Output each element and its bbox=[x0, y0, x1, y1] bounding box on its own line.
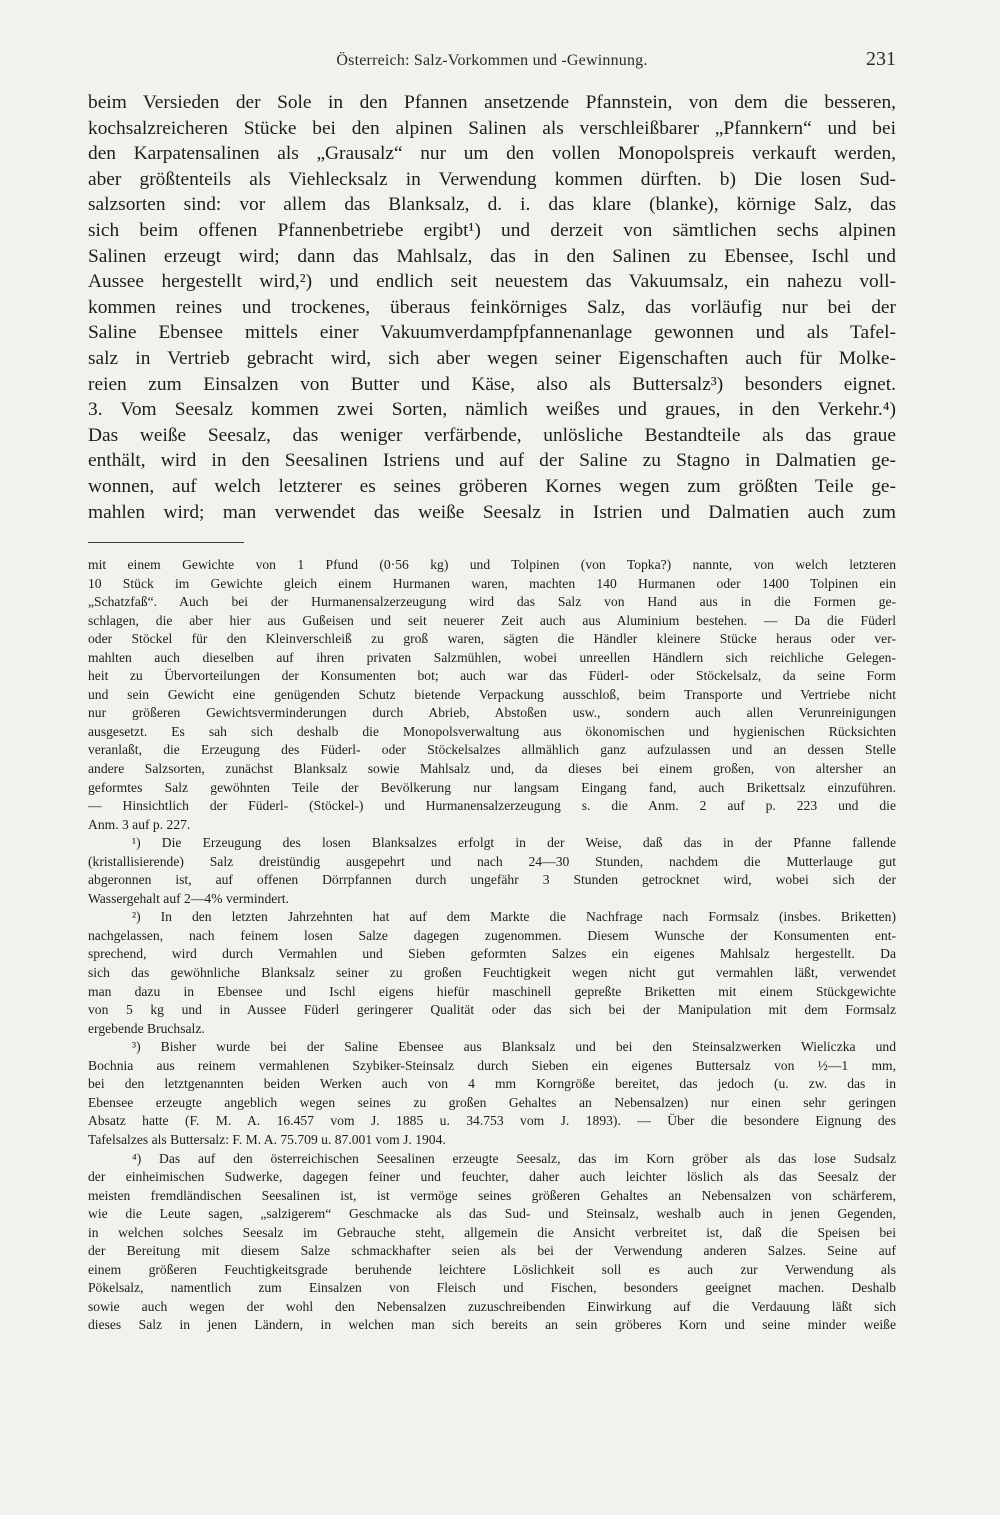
body-line: sich beim offenen Pfannenbetriebe ergibt¹) und derzeit von sämtlichen sechs alpinen bbox=[88, 219, 896, 241]
footnote-line: mahlten auch dieselben auf ihren privaten Salzmühlen, wobei unreellen Händlern sich reichliche Gelegen- bbox=[88, 649, 896, 665]
footnote-line: sprechend, wird durch Vermahlen und Sieben geformten Salzes ein eigenes Mahlsalz hergestellt. Da bbox=[88, 946, 896, 962]
footnote-line: einem größeren Feuchtigkeitsgrade beruhende leichtere Löslichkeit soll es auch zur Verwendung als bbox=[88, 1261, 896, 1277]
footnote-line: dieses Salz in jenen Ländern, in welchen man sich bereits an sein gröberes Korn und seine minder weiße bbox=[88, 1317, 896, 1333]
footnote-line: Anm. 3 auf p. 227. bbox=[88, 816, 191, 832]
body-line: reien zum Einsalzen von Butter und Käse, also als Buttersalz³) besonders eignet. bbox=[88, 373, 896, 395]
footnote-line: Tafelsalzes als Buttersalz: F. M. A. 75.709 u. 87.001 vom J. 1904. bbox=[88, 1131, 446, 1147]
footnote-line: ¹) Die Erzeugung des losen Blanksalzes erfolgt in der Weise, daß das in der Pfanne fallende bbox=[132, 835, 896, 851]
body-line: Aussee hergestellt wird,²) und endlich seit neuestem das Vakuumsalz, ein nahezu voll- bbox=[88, 271, 896, 293]
body-line: salz in Vertrieb gebracht wird, sich aber wegen seiner Eigenschaften auch für Molke- bbox=[88, 347, 896, 369]
footnote-line: bei den letztgenannten beiden Werken auch von 4 mm Korngröße bereitet, das jedoch (u. zw. das in bbox=[88, 1076, 896, 1092]
footnote-line: sowie auch wegen der wohl den Nebensalzen zuzuschreibenden Einwirkung auf die Verdauung läßt sich bbox=[88, 1298, 896, 1314]
footnote-line: meisten fremdländischen Seesalinen ist, ist vermöge seines größeren Gehaltes an Nebensalzen von schärferem, bbox=[88, 1187, 896, 1203]
footnote-line: Bochnia aus reinem vermahlenen Szybiker-Steinsalz durch Sieben ein eigenes Buttersalz von ½—1 mm, bbox=[88, 1057, 896, 1073]
footnotes bbox=[88, 556, 896, 1335]
page-number: 231 bbox=[866, 48, 896, 70]
running-title: Österreich: Salz-Vorkommen und -Gewinnung. bbox=[336, 52, 648, 69]
footnote-separator bbox=[88, 542, 244, 543]
body-line: wonnen, auf welch letzterer es seines gröberen Kornes wegen zum größten Teile ge- bbox=[88, 475, 896, 497]
footnote-line: mit einem Gewichte von 1 Pfund (0·56 kg) und Tolpinen (von Topka?) nannte, von welch letzteren bbox=[88, 557, 896, 572]
footnote-line: der Bereitung mit diesem Salze schmackhafter seien als bei der Verwendung anderen Salzes. Seine auf bbox=[88, 1243, 896, 1259]
footnote-line: 10 Stück im Gewichte gleich einem Hurmanen waren, machten 140 Hurmanen oder 1400 Tolpinen ein bbox=[88, 575, 896, 591]
footnote-line: in welchen solches Seesalz im Gebrauche steht, allgemein die Ansicht verbreitet ist, daß die Speisen bei bbox=[88, 1224, 896, 1240]
footnote-line: — Hinsichtlich der Füderl- (Stöckel-) und Hurmanensalzerzeugung s. die Anm. 2 auf p. 223 und die bbox=[88, 798, 896, 814]
footnote-line: Wassergehalt auf 2—4% vermindert. bbox=[88, 890, 289, 906]
running-head bbox=[88, 44, 896, 74]
footnote-line: veranlaßt, die Erzeugung des Füderl- oder Stöckelsalzes allmählich ganz aufzulassen und an dessen Stelle bbox=[88, 742, 896, 758]
footnote-line: heit zu Übervorteilungen der Konsumenten bot; auch war das Füderl- oder Stöckelsalz, da seine Form bbox=[88, 668, 896, 684]
body-line: Das weiße Seesalz, das weniger verfärbende, unlösliche Bestandteile als das graue bbox=[88, 424, 896, 446]
body-line: 3. Vom Seesalz kommen zwei Sorten, nämlich weißes und graues, in den Verkehr.⁴) bbox=[88, 399, 896, 421]
footnote-line: von 5 kg und in Aussee Füderl geringerer Qualität oder das sich bei der Manipulation mit dem Formsalz bbox=[88, 1002, 896, 1018]
body-line: den Karpatensalinen als „Grausalz“ nur um den vollen Monopolspreis verkauft werden, bbox=[88, 143, 896, 165]
footnote-line: ⁴) Das auf den österreichischen Seesalinen erzeugte Seesalz, das im Korn gröber als das lose Sudsalz bbox=[132, 1150, 896, 1166]
footnote-line: nur größeren Gewichtsverminderungen durch Abrieb, Abstoßen usw., sondern auch allen Verunreinigungen bbox=[88, 705, 896, 721]
footnote-line: abgeronnen ist, auf offenen Dörrpfannen durch ungefähr 3 Stunden getrocknet wird, wobei sich der bbox=[88, 872, 896, 888]
footnote-line: andere Salzsorten, zunächst Blanksalz sowie Mahlsalz und, da dieses bei einem großen, von altersher an bbox=[88, 761, 896, 777]
body-line: kochsalzreicheren Stücke bei den alpinen Salinen als verschleißbarer „Pfannkern“ und bei bbox=[88, 117, 896, 139]
footnote-line: ²) In den letzten Jahrzehnten hat auf dem Markte die Nachfrage nach Formsalz (insbes. Briketten) bbox=[132, 909, 896, 925]
footnote-line: (kristallisierende) Salz dreistündig ausgepehrt und nach 24—30 Stunden, nachdem die Mutterlauge gut bbox=[88, 853, 896, 869]
footnote-line: ausgesetzt. Es sah sich deshalb die Monopolsverwaltung aus ökonomischen und hygienischen Rücksichten bbox=[88, 723, 896, 739]
main-text bbox=[88, 90, 896, 525]
footnote-line: Pökelsalz, namentlich zum Einsalzen von Fleisch und Fischen, besonders geeignet machen. Deshalb bbox=[88, 1280, 896, 1296]
body-line: aber größtenteils als Viehlecksalz in Verwendung kommen dürften. b) Die losen Sud- bbox=[88, 168, 896, 190]
footnote-line: man dazu in Ebensee und Ischl eigens hiefür maschinell gepreßte Briketten mit einem Stückgewichte bbox=[88, 983, 896, 999]
body-line: Salinen erzeugt wird; dann das Mahlsalz, das in den Salinen zu Ebensee, Ischl und bbox=[88, 245, 896, 267]
footnote-line: „Schatzfaß“. Auch bei der Hurmanensalzerzeugung wird das Salz von Hand aus in die Formen ge- bbox=[88, 594, 896, 610]
body-line: kommen reines und trockenes, überaus feinkörniges Salz, das vorläufig nur bei der bbox=[88, 296, 896, 318]
footnote-line: nachgelassen, nach feinem losen Salze dagegen zugenommen. Diesem Wunsche der Konsumenten ent- bbox=[88, 927, 896, 943]
footnote-line: ergebende Bruchsalz. bbox=[88, 1020, 205, 1036]
body-line: beim Versieden der Sole in den Pfannen ansetzende Pfannstein, von dem die besseren, bbox=[88, 92, 896, 113]
footnote-line: Ebensee erzeugte angeblich wegen seines zu großen Gehaltes an Nebensalzen) nur einen sehr geringen bbox=[88, 1094, 896, 1110]
body-line: salzsorten sind: vor allem das Blanksalz, d. i. das klare (blanke), körnige Salz, das bbox=[88, 194, 896, 216]
footnote-line: Absatz hatte (F. M. A. 16.457 vom J. 1885 u. 34.753 vom J. 1893). — Über die besondere Eignung des bbox=[88, 1113, 896, 1129]
body-line: Saline Ebensee mittels einer Vakuumverdampfpfannenanlage gewonnen und als Tafel- bbox=[88, 322, 896, 344]
footnote-line: sich das gewöhnliche Blanksalz seiner zu großen Feuchtigkeit wegen nicht gut vermahlen läßt, verwendet bbox=[88, 965, 896, 981]
body-line: enthält, wird in den Seesalinen Istriens und auf der Saline zu Stagno in Dalmatien ge- bbox=[88, 450, 896, 472]
body-line: mahlen wird; man verwendet das weiße Seesalz in Istrien und Dalmatien auch zum bbox=[88, 501, 896, 523]
footnote-line: geformtes Salz gewöhnten Teile der Bevölkerung nur langsam Eingang fand, auch Brikettsalz einzuführen. bbox=[88, 779, 896, 795]
footnote-line: schlagen, die aber hier aus Gußeisen und seit neuerer Zeit auch aus Aluminium bestehen. — Da die Füderl bbox=[88, 612, 896, 628]
footnote-line: und sein Gewicht eine genügenden Schutz bietende Verpackung ausschloß, beim Transporte und Vertriebe nicht bbox=[88, 686, 896, 702]
footnote-line: oder Stöckel für den Kleinverschleiß zu groß waren, sägten die Händler kleinere Stücke heraus oder ver- bbox=[88, 631, 896, 647]
footnote-line: wie die Leute sagen, „salzigerem“ Geschmacke als das Sud- und Steinsalz, weshalb auch in jenen Gegenden, bbox=[88, 1206, 896, 1222]
footnote-line: der einheimischen Sudwerke, dagegen feiner und feuchter, daher auch leichter löslich als das Seesalz der bbox=[88, 1169, 896, 1185]
footnote-line: ³) Bisher wurde bei der Saline Ebensee aus Blanksalz und bei den Steinsalzwerken Wieliczka und bbox=[132, 1039, 896, 1055]
